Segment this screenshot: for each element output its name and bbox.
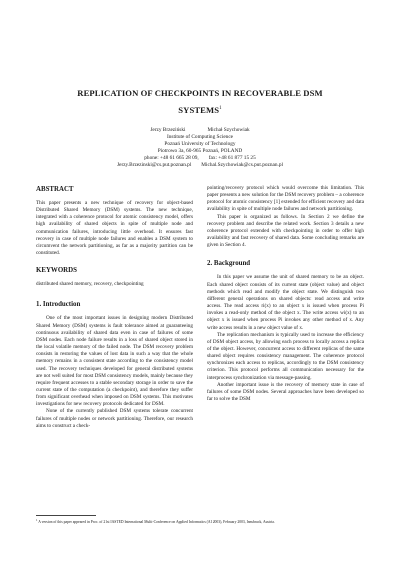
title-line-2-text: SYSTEMS: [178, 104, 220, 115]
title-footnote-mark: 1: [219, 106, 222, 111]
phone-fax-row: [60, 155, 340, 162]
author-block: [60, 127, 340, 169]
fax-number: fax: +48 61 877 15 25: [208, 155, 256, 162]
background-heading: 2. Background: [207, 260, 251, 268]
introduction-paragraph-1: One of the most important issues in designing modern Distributed Shared Memory (DSM) systems is fault tolerance aimed at guaranteeing continuous availability of shared data even in case of failures of some DSM nodes. Each node failure results in a loss of shared object stored in the local volatile memory of the failed node. The DSM recovery problem consists in restoring the values of lost data in such a way that the whole memory remains in a consistent state according to the consistency model used. The recovery techniques developed for general distributed systems are not well suited for most DSM consistency models, mainly because they require frequent accesses to a stable secondary storage in order to save the current state of the computation (a checkpoint), and therefore they suffer from significant overhead when imposed on DSM systems. This motivates investigations for new recovery protocols dedicated for DSM.: [36, 315, 193, 408]
keywords-heading: KEYWORDS: [36, 267, 77, 275]
footnote-text: A version of this paper appeared in Proc. of 21st IASTED International Multi-Conference on Applied Informatics (AI 2003), February 2003, Innsbruck, Austria.: [38, 520, 275, 525]
introduction-paragraph-2: None of the currently published DSM systems tolerate concurrent failures of multiple nodes or network partitioning. Therefore, our research aims to construct a check-: [36, 408, 193, 429]
affiliation-institute: Institute of Computing Science: [166, 134, 234, 141]
background-paragraph-3: Another important issue is the recovery of memory state in case of failures of some DSM nodes. Several approaches have been developed so far to solve the DSM: [207, 381, 364, 403]
author-name-2: Michał Szychowiak: [207, 127, 250, 133]
title-line-1: REPLICATION OF CHECKPOINTS IN RECOVERABLE DSM: [77, 88, 323, 98]
organization-paragraph: This paper is organized as follows. In Section 2 we define the recovery problem and describe the related work. Section 3 details a new coherence protocol extended with checkpointing in order to offer high availability and fast recovery of shared data. Some concluding remarks are given in Section 4.: [207, 213, 364, 249]
author-email-1[interactable]: Jerzy.Brzezinski@cs.put.poznan.pl: [117, 162, 192, 169]
keywords-text: distributed shared memory, recovery, checkpointing: [36, 281, 144, 288]
email-row: [60, 162, 340, 169]
background-paragraph-2: The replication mechanism is typically used to increase the efficiency of DSM object access, by allowing each process to locally access a replica of the object. However, concurrent access to different replicas of the same shared object requires consistency management. The coherence protocol synchronizes each access to replicas, accordingly to the DSM consistency criterion. This protocol performs all communication necessary for the interprocess synchronization via message-passing.: [207, 331, 364, 381]
affiliation-address: Piotrowo 3a, 60-965 Poznań, POLAND: [157, 148, 243, 155]
footnote: [36, 518, 364, 525]
introduction-heading: 1. Introduction: [36, 301, 81, 309]
phone-number: phone: +48 61 665 28 09,: [144, 155, 199, 162]
paper-title: [40, 85, 360, 118]
title-line-2: [40, 101, 360, 118]
left-column: [36, 185, 193, 430]
author-email-2[interactable]: Michal.Szychowiak@cs.put.poznan.pl: [201, 162, 283, 169]
footnote-mark: 1: [36, 518, 38, 522]
intro-continued-paragraph: pointing/recovery protocol which would overcome this limitation. This paper presents a new solution for the DSM recovery problem – a coherence protocol for atomic consistency [1] extended for efficient recovery and data availability in spite of multiple node failures and network partitioning.: [207, 185, 364, 213]
author-name-1: Jerzy Brzeziński: [150, 127, 186, 133]
affiliation-university: Poznań University of Technology: [164, 141, 236, 148]
background-paragraph-1: In this paper we assume the unit of shared memory to be an object. Each shared object consists of its current state (object value) and object methods which read and modify the object state. We distinguish two different general operations on shared objects: read access and write access. The read access ri(x) to an object x is issued when process Pi invokes a read-only method of the object x. The write access wi(x) to an object x is issued when process Pi invokes any other method of x. Any write access results in a new object value of x.: [207, 274, 364, 331]
author-names: [60, 127, 340, 134]
abstract-text: This paper presents a new technique of recovery for object-based Distributed Shared Memory (DSM) systems. The new technique, integrated with a coherence protocol for atomic consistency model, offers high availability of shared objects in spite of multiple node and communication failures, introducing little overhead. It ensures fast recovery in case of multiple node failures and enables a DSM system to circumvent the network partitioning, as far as a majority partition can be constituted.: [36, 200, 193, 257]
abstract-heading: ABSTRACT: [36, 186, 74, 193]
right-column: [207, 185, 364, 403]
footnote-divider: [36, 515, 96, 516]
